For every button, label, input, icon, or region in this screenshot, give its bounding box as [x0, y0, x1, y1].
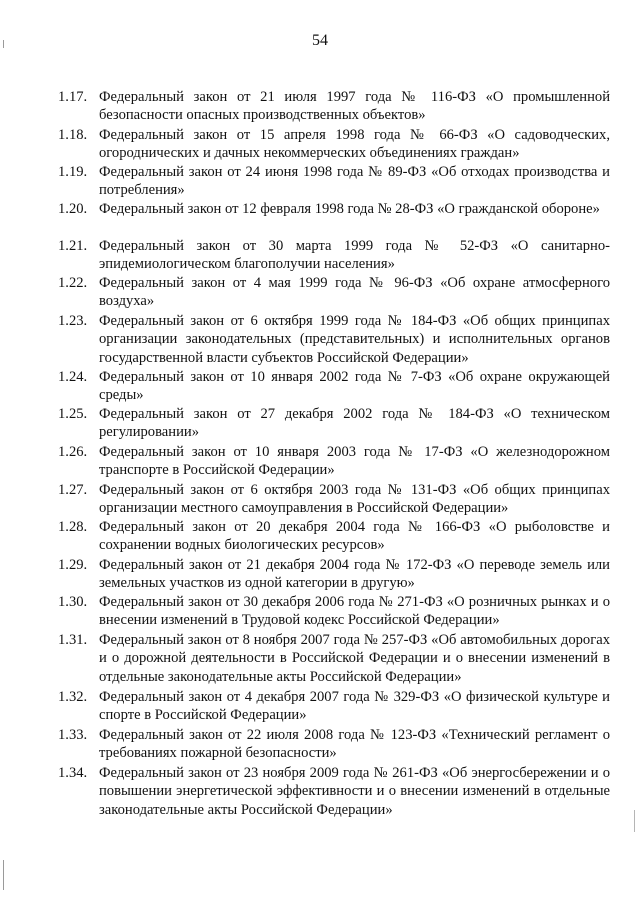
scan-edge-mark	[3, 40, 4, 48]
item-text: Федеральный закон от 30 марта 1999 года № 52-ФЗ «О санитарно-эпидемиологическом благополучии населения»	[99, 238, 610, 273]
item-text: Федеральный закон от 23 ноября 2009 года № 261-ФЗ «Об энергосбережении и о повышении энергетической эффективности и о внесении изменений в отдельные законодательные акты Российской Федерации»	[99, 765, 610, 818]
list-item	[58, 405, 610, 442]
item-number: 1.29.	[58, 557, 88, 573]
item-number: 1.30.	[58, 594, 88, 610]
item-number: 1.20.	[58, 201, 88, 217]
item-number: 1.33.	[58, 727, 88, 743]
item-text: Федеральный закон от 12 февраля 1998 года № 28-ФЗ «О гражданской обороне»	[99, 201, 600, 217]
item-number: 1.27.	[58, 482, 88, 498]
item-number: 1.18.	[58, 127, 88, 143]
list-item	[58, 631, 610, 686]
item-number: 1.19.	[58, 164, 88, 180]
item-text: Федеральный закон от 8 ноября 2007 года № 257-ФЗ «Об автомобильных дорогах и о дорожной деятельности в Российской Федерации и о внесении изменений в отдельные законодательные акты Российской Федерации»	[99, 632, 610, 685]
list-item	[58, 593, 610, 630]
item-text: Федеральный закон от 21 декабря 2004 года № 172-ФЗ «О переводе земель или земельных участков из одной категории в другую»	[99, 557, 610, 592]
item-text: Федеральный закон от 21 июля 1997 года № 116-ФЗ «О промышленной безопасности опасных производственных объектов»	[99, 89, 610, 124]
list-item	[58, 88, 610, 125]
list-item	[58, 518, 610, 555]
list-item	[58, 200, 610, 218]
item-number: 1.34.	[58, 765, 88, 781]
item-text: Федеральный закон от 4 декабря 2007 года № 329-ФЗ «О физической культуре и спорте в Российской Федерации»	[99, 689, 610, 724]
list-item	[58, 368, 610, 405]
item-text: Федеральный закон от 22 июля 2008 года № 123-ФЗ «Технический регламент о требованиях пожарной безопасности»	[99, 727, 610, 762]
list-item	[58, 443, 610, 480]
page-number: 54	[312, 32, 328, 49]
list-item	[58, 312, 610, 367]
list-item	[58, 237, 610, 274]
item-number: 1.21.	[58, 238, 88, 254]
item-text: Федеральный закон от 6 октября 2003 года № 131-ФЗ «Об общих принципах организации местного самоуправления в Российской Федерации»	[99, 482, 610, 517]
item-number: 1.25.	[58, 406, 88, 422]
list-item	[58, 764, 610, 819]
item-number: 1.23.	[58, 313, 88, 329]
item-number: 1.31.	[58, 632, 88, 648]
item-number: 1.26.	[58, 444, 88, 460]
list-item	[58, 726, 610, 763]
item-number: 1.24.	[58, 369, 88, 385]
item-number: 1.17.	[58, 89, 88, 105]
item-text: Федеральный закон от 30 декабря 2006 года № 271-ФЗ «О розничных рынках и о внесении изменений в Трудовой кодекс Российской Федерации»	[99, 594, 610, 629]
item-number: 1.28.	[58, 519, 88, 535]
item-number: 1.32.	[58, 689, 88, 705]
list-item	[58, 556, 610, 593]
item-text: Федеральный закон от 20 декабря 2004 года № 166-ФЗ «О рыболовстве и сохранении водных биологических ресурсов»	[99, 519, 610, 554]
item-text: Федеральный закон от 24 июня 1998 года № 89-ФЗ «Об отходах производства и потребления»	[99, 164, 610, 199]
item-text: Федеральный закон от 6 октября 1999 года № 184-ФЗ «Об общих принципах организации законодательных (представительных) и исполнительных органов государственной власти субъектов Российской Федерации»	[99, 313, 610, 366]
list-item	[58, 274, 610, 311]
item-text: Федеральный закон от 4 мая 1999 года № 96-ФЗ «Об охране атмосферного воздуха»	[99, 275, 610, 310]
item-text: Федеральный закон от 27 декабря 2002 года № 184-ФЗ «О техническом регулировании»	[99, 406, 610, 441]
item-text: Федеральный закон от 15 апреля 1998 года № 66-ФЗ «О садоводческих, огороднических и дачных некоммерческих объединениях граждан»	[99, 127, 610, 162]
list-item	[58, 481, 610, 518]
list-item	[58, 163, 610, 200]
scan-edge-mark	[634, 810, 635, 832]
item-text: Федеральный закон от 10 января 2003 года № 17-ФЗ «О железнодорожном транспорте в Российской Федерации»	[99, 444, 610, 479]
scan-edge-mark	[3, 860, 4, 890]
item-text: Федеральный закон от 10 января 2002 года № 7-ФЗ «Об охране окружающей среды»	[99, 369, 610, 404]
list-item	[58, 126, 610, 163]
list-item	[58, 688, 610, 725]
item-number: 1.22.	[58, 275, 88, 291]
